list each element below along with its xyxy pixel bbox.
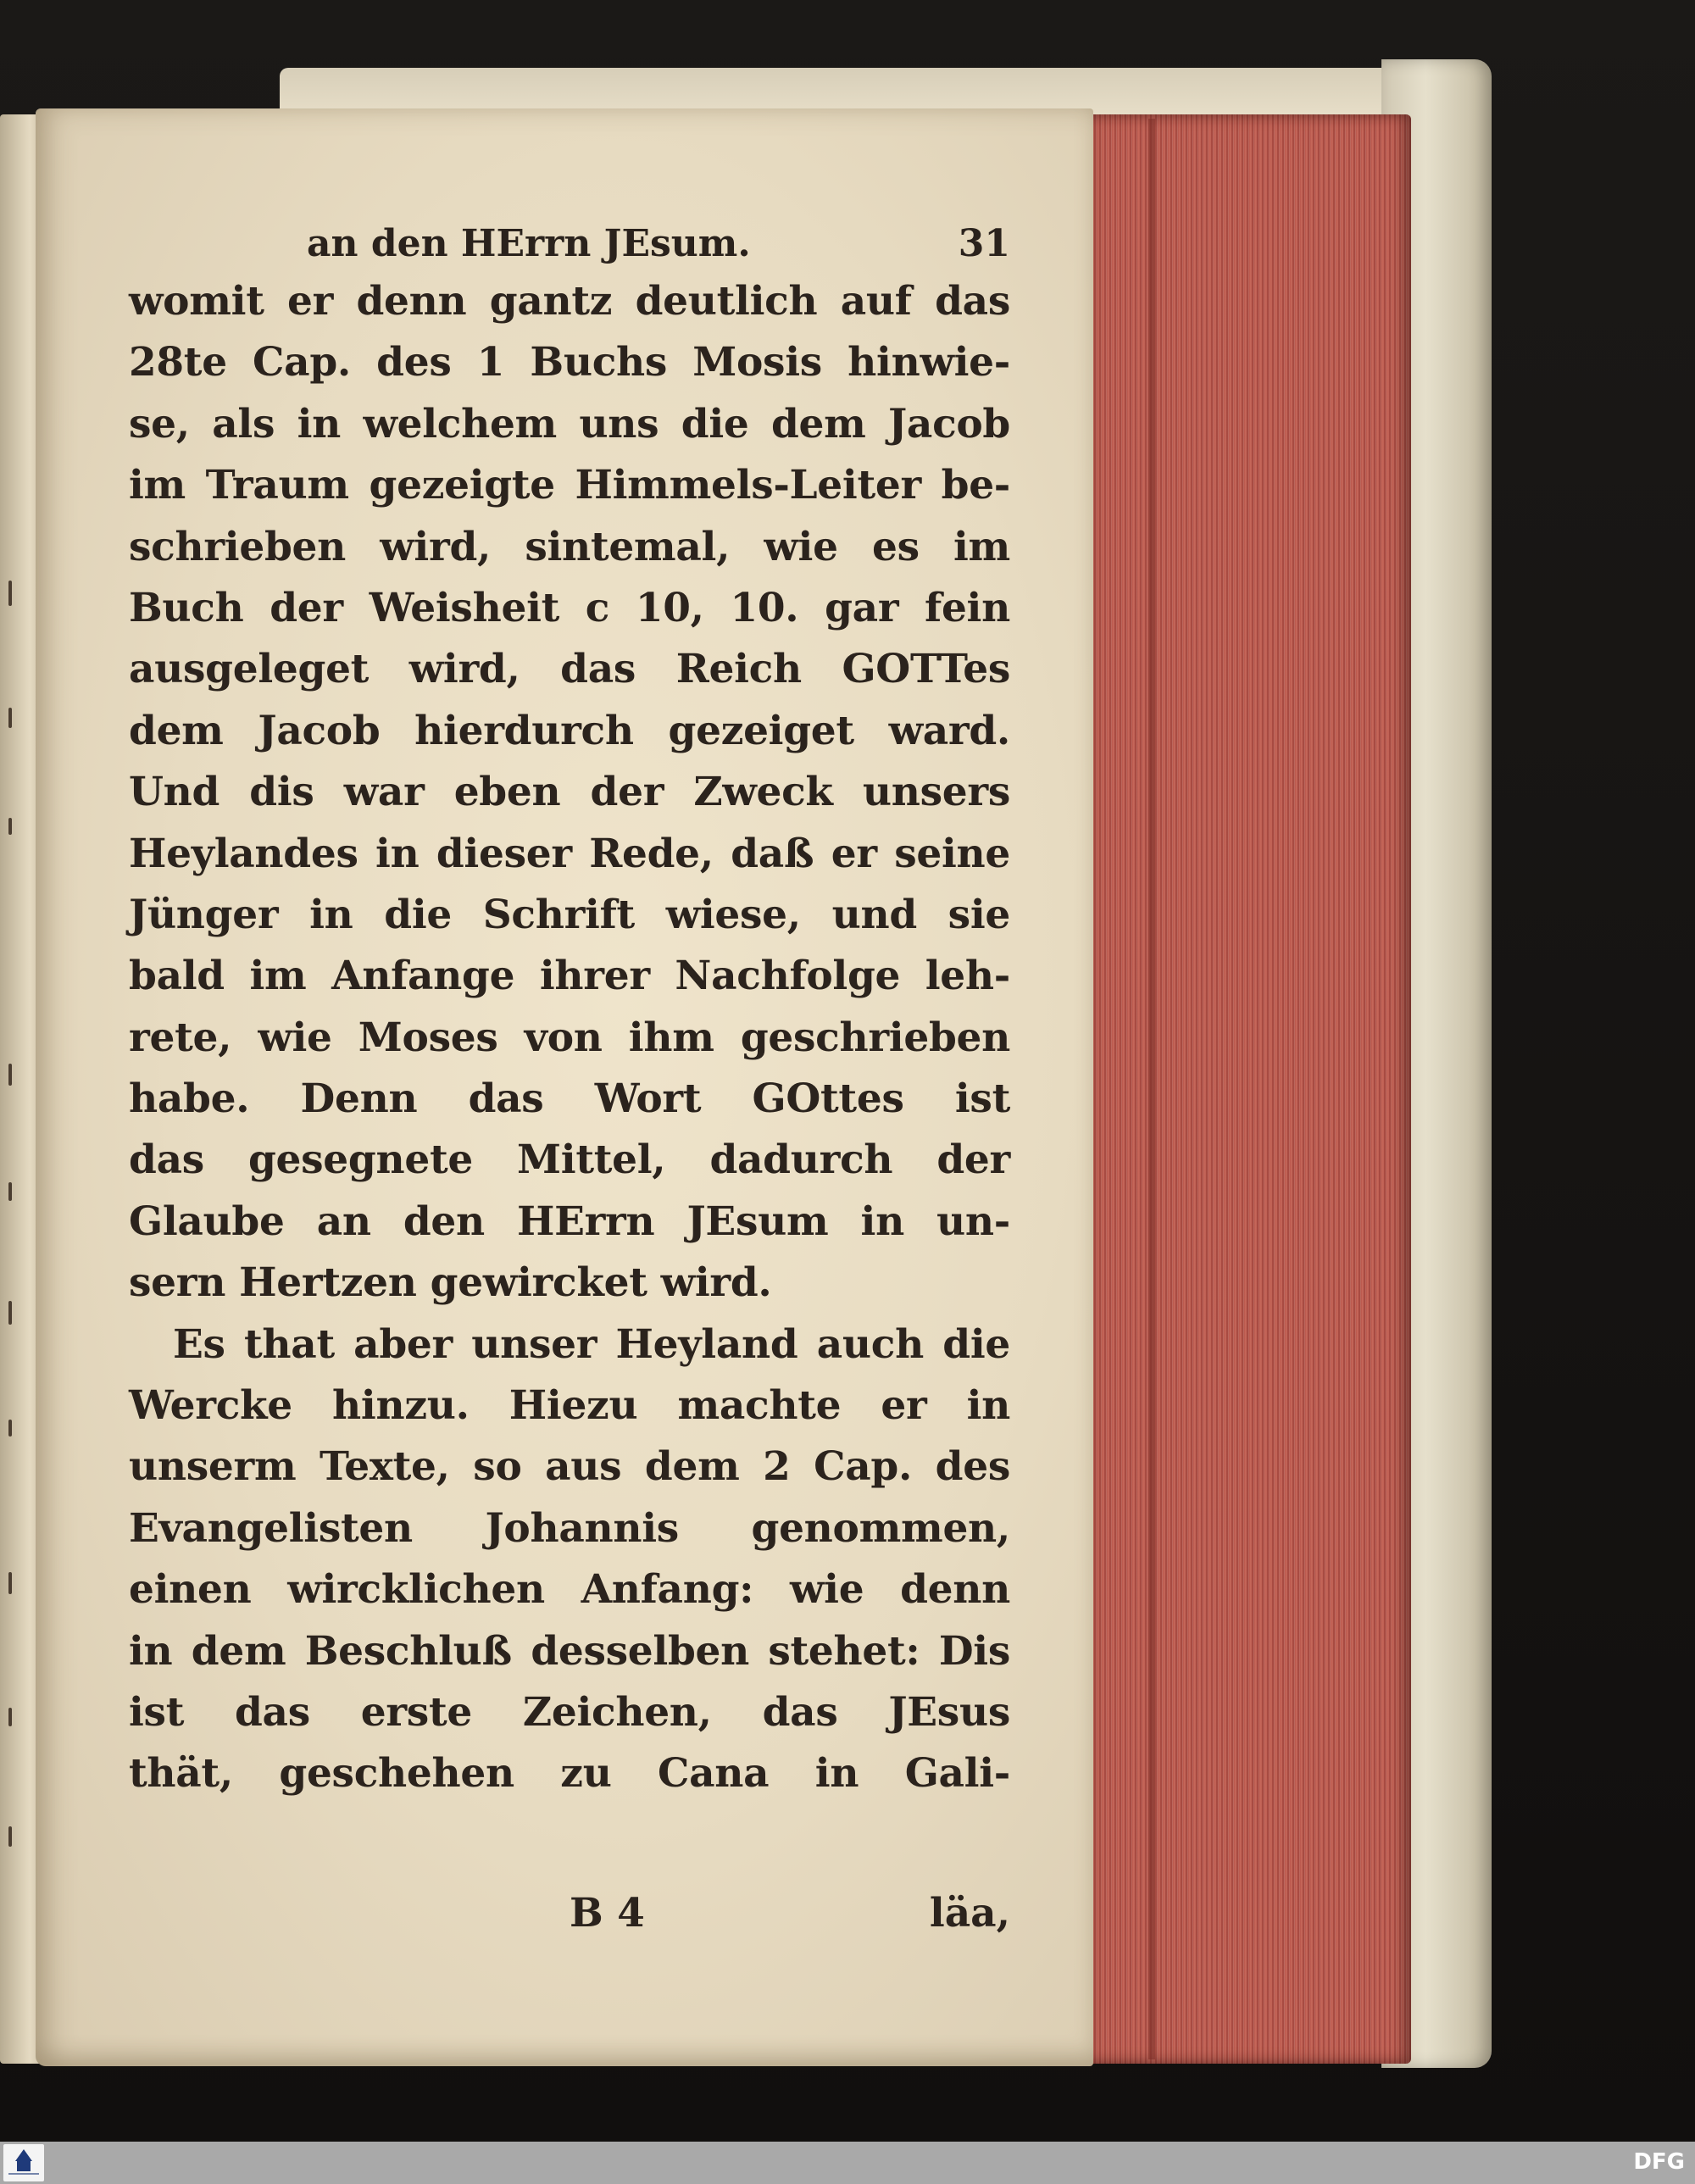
text-line: Wercke hinzu. Hiezu machte er in — [129, 1382, 1010, 1430]
text-line: 28te Cap. des 1 Buchs Mosis hinwie- — [129, 339, 1010, 386]
text-line: Heylandes in dieser Rede, daß er seine — [129, 830, 1010, 877]
library-logo-icon — [3, 2144, 44, 2181]
text-line: ausgeleget wird, das Reich GOTTes — [129, 646, 1010, 693]
text-line: unserm Texte, so aus dem 2 Cap. des — [129, 1443, 1010, 1491]
text-line: Evangelisten Johannis genommen, — [129, 1504, 1010, 1552]
text-line: se, als in welchem uns die dem Jacob — [129, 400, 1010, 447]
catchword: läa, — [929, 1890, 1010, 1937]
body-text — [129, 271, 1010, 1805]
text-line: Es that aber unser Heyland auch die — [173, 1320, 1010, 1368]
red-fore-edge — [1076, 114, 1411, 2064]
text-line: ist das erste Zeichen, das JEsus — [129, 1688, 1010, 1736]
text-line: im Traum gezeigte Himmels-Leiter be- — [129, 462, 1010, 509]
fore-edge-divider — [1148, 119, 1155, 2059]
running-head-title: an den HErrn JEsum. — [307, 222, 751, 265]
text-line: in dem Beschluß desselben stehet: Dis — [129, 1627, 1010, 1675]
text-line: Buch der Weisheit c 10, 10. gar fein — [129, 584, 1010, 631]
text-line: schrieben wird, sintemal, wie es im — [129, 523, 1010, 570]
text-line: das gesegnete Mittel, dadurch der — [129, 1136, 1010, 1184]
text-line: sern Hertzen gewircket wird. — [129, 1259, 772, 1307]
page-footer — [129, 1890, 1010, 1951]
text-line: Und dis war eben der Zweck unsers — [129, 769, 1010, 816]
viewer-footer-bar — [0, 2142, 1695, 2184]
running-head — [214, 210, 1010, 270]
signature-mark: B 4 — [570, 1890, 645, 1937]
text-line: Glaube an den HErrn JEsum in un- — [129, 1198, 1010, 1245]
book-page — [36, 108, 1093, 2066]
text-line: Jünger in die Schrift wiese, und sie — [129, 891, 1010, 938]
text-line: dem Jacob hierdurch gezeiget ward. — [129, 707, 1010, 754]
dfg-logo: DFG — [1633, 2149, 1685, 2175]
text-line: habe. Denn das Wort GOttes ist — [129, 1075, 1010, 1123]
text-line: thät, geschehen zu Cana in Gali- — [129, 1750, 1010, 1798]
text-line: bald im Anfange ihrer Nachfolge leh- — [129, 953, 1010, 1000]
text-line: womit er denn gantz deutlich auf das — [129, 278, 1010, 325]
text-line: einen wircklichen Anfang: wie denn — [129, 1566, 1010, 1614]
page-number: 31 — [958, 222, 1010, 265]
text-line: rete, wie Moses von ihm geschrieben — [129, 1014, 1010, 1061]
